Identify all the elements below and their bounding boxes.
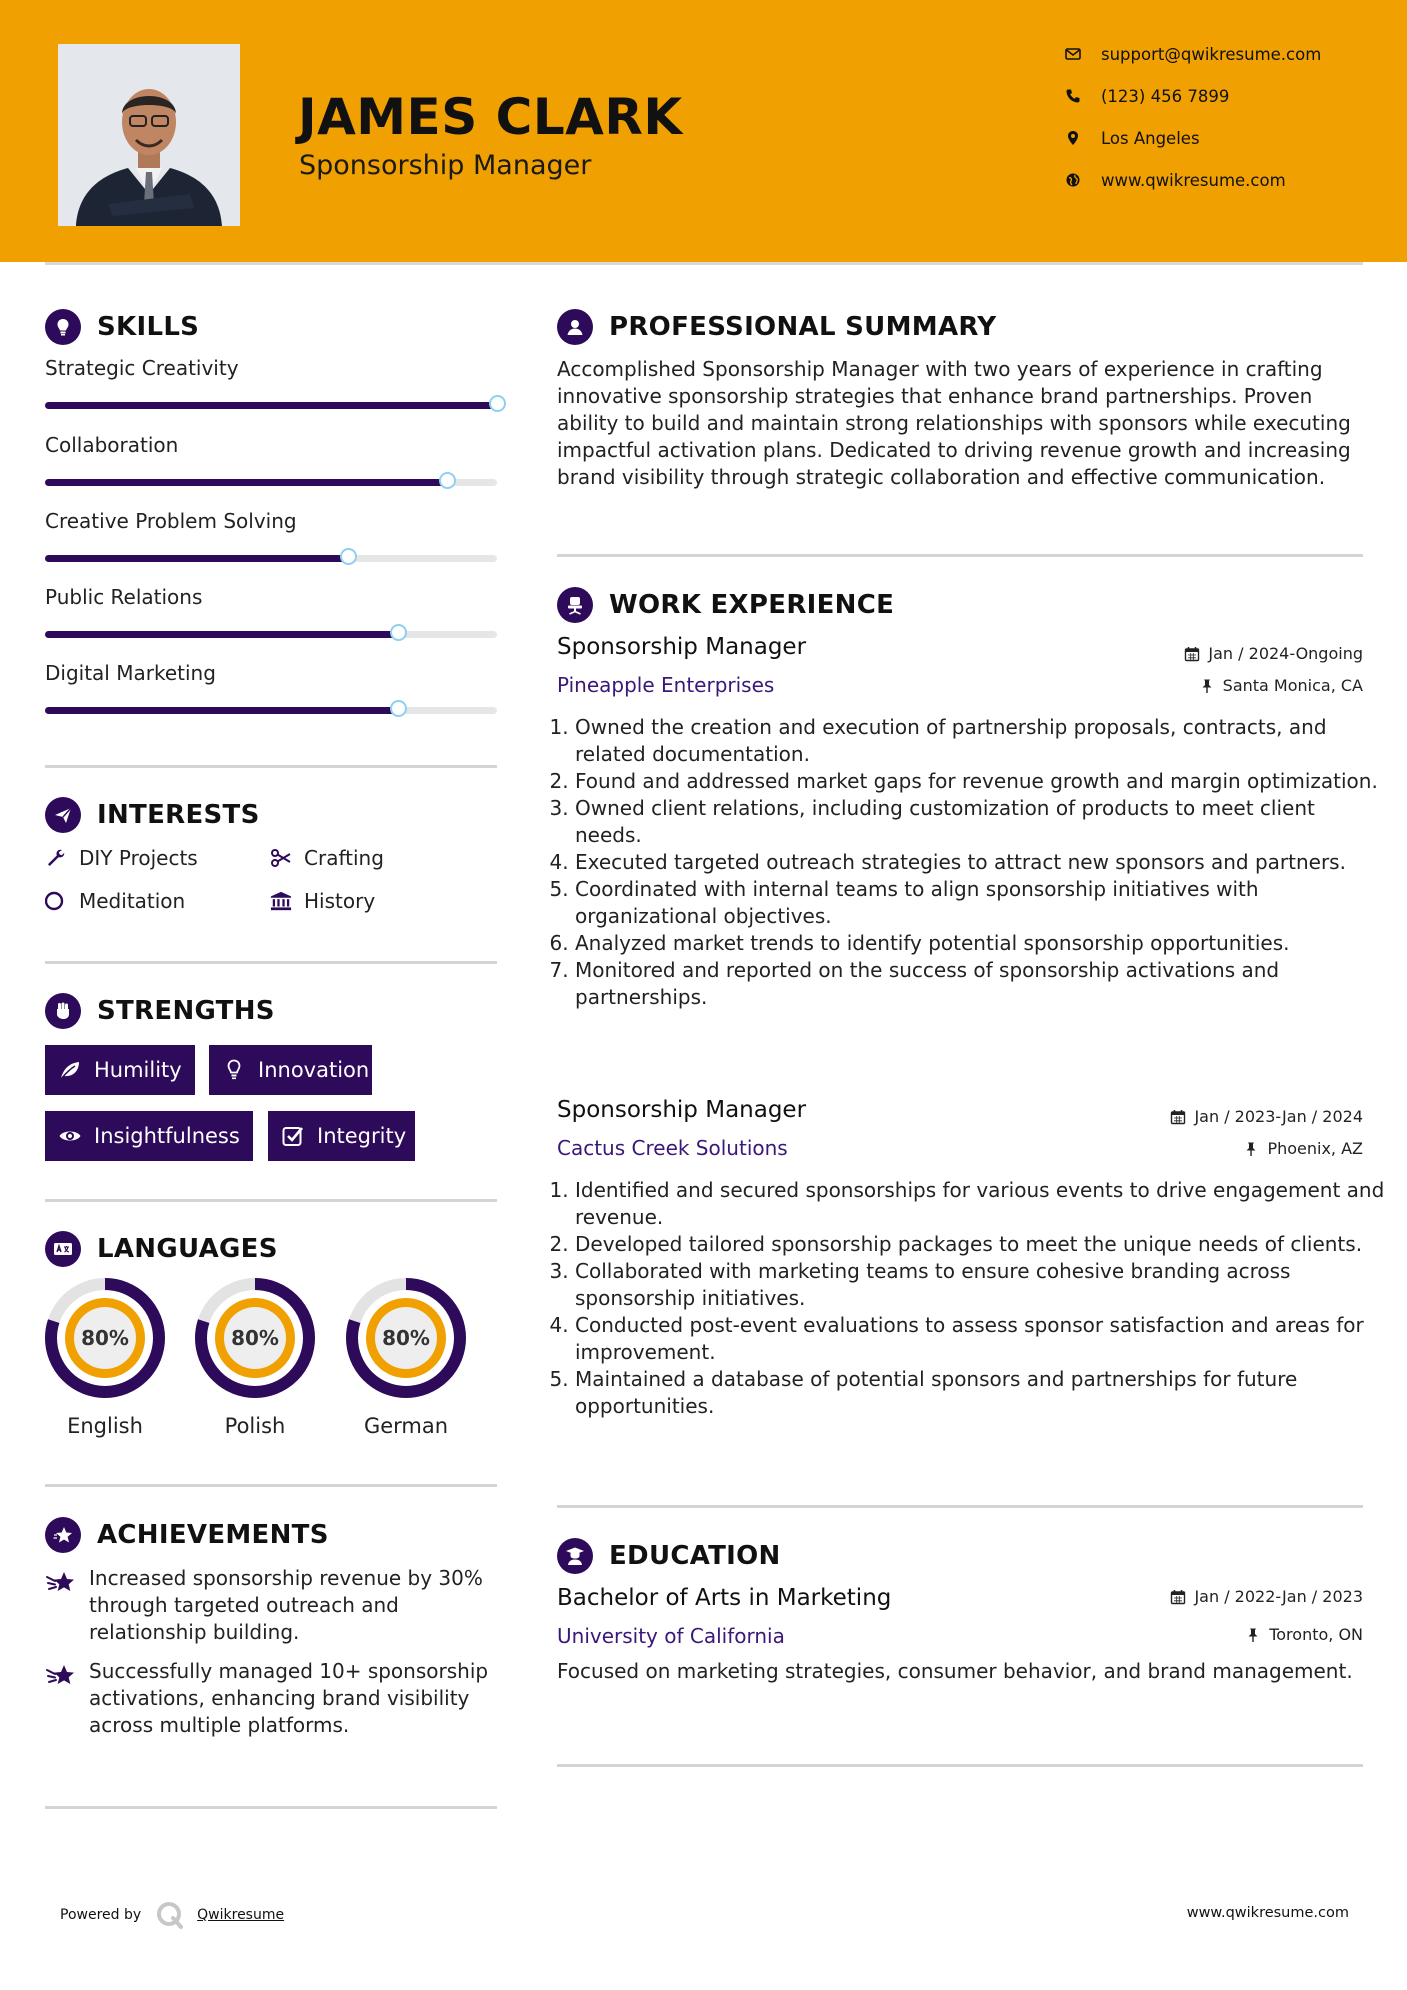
skill-bar xyxy=(45,479,497,486)
education-description: Focused on marketing strategies, consumer behavior, and brand management. xyxy=(557,1659,1353,1683)
circle-icon xyxy=(45,890,67,912)
summary-heading: PROFESSIONAL SUMMARY xyxy=(557,309,996,345)
skill-label: Collaboration xyxy=(45,433,179,457)
skill-bar xyxy=(45,707,497,714)
achievements-heading: ACHIEVEMENTS xyxy=(45,1517,329,1553)
interest-item: DIY Projects xyxy=(45,846,198,870)
experience-heading: WORK EXPERIENCE xyxy=(557,587,894,623)
contact-email[interactable]: support@qwikresume.com xyxy=(1065,39,1321,69)
language-percent: 80% xyxy=(81,1326,129,1350)
interest-item: History xyxy=(270,889,375,913)
duty-item: 5. Maintained a database of potential sponsors and partnerships for future opportunities. xyxy=(575,1366,1385,1420)
calendar-icon xyxy=(1170,1109,1186,1125)
interest-item: Crafting xyxy=(270,846,384,870)
lightbulb-icon xyxy=(45,309,81,345)
graduate-icon xyxy=(557,1538,593,1574)
section-divider xyxy=(45,765,497,768)
language-name: Polish xyxy=(224,1414,286,1438)
education-heading: EDUCATION xyxy=(557,1538,781,1574)
skill-bar-fill xyxy=(45,707,398,714)
skill-bar-fill xyxy=(45,555,348,562)
contact-location: Los Angeles xyxy=(1065,123,1200,153)
eye-icon xyxy=(58,1124,82,1148)
footer-website-link[interactable]: www.qwikresume.com xyxy=(1186,1905,1349,1921)
language-percent: 80% xyxy=(231,1326,279,1350)
summary-text: Accomplished Sponsorship Manager with two years of experience in crafting innovative sponsorship strategies that enhance brand partnerships. Proven ability to build and maintain strong relationships with sponsors while executing impactful activation plans. Dedicated to driving revenue growth and increasing brand visibility through strategic collaboration and effective communication. xyxy=(557,357,1351,489)
phone-icon xyxy=(1065,88,1081,104)
raised-fist-icon xyxy=(45,993,81,1029)
pushpin-icon xyxy=(1245,1627,1261,1643)
duty-item: 7. Monitored and reported on the success of sponsorship activations and partnerships. xyxy=(575,957,1385,1011)
skill-bar xyxy=(45,555,497,562)
shooting-star-icon xyxy=(45,1567,77,1599)
contact-phone[interactable]: (123) 456 7899 xyxy=(1065,81,1229,111)
building-columns-icon xyxy=(270,890,292,912)
duty-item: 4. Executed targeted outreach strategies to attract new sponsors and partners. xyxy=(575,849,1385,876)
job-duties xyxy=(557,714,1385,1011)
company-name: Cactus Creek Solutions xyxy=(557,1136,788,1160)
star-icon xyxy=(45,1517,81,1553)
duty-item: 1. Identified and secured sponsorships for various events to drive engagement and revenue. xyxy=(575,1177,1385,1231)
degree-title: Bachelor of Arts in Marketing xyxy=(557,1585,892,1611)
qwikresume-logo-icon xyxy=(155,1900,185,1930)
duty-item: 1. Owned the creation and execution of partnership proposals, contracts, and related documentation. xyxy=(575,714,1385,768)
duty-item: 3. Collaborated with marketing teams to ensure cohesive branding across sponsorship initiatives. xyxy=(575,1258,1385,1312)
language-ring xyxy=(44,1277,166,1399)
strengths-heading: STRENGTHS xyxy=(45,993,275,1029)
skills-heading: SKILLS xyxy=(45,309,199,345)
skill-bar-knob xyxy=(340,548,357,565)
calendar-icon xyxy=(1184,646,1200,662)
language-percent: 80% xyxy=(382,1326,430,1350)
job-location: Santa Monica, CA xyxy=(1199,676,1363,695)
duty-item: 6. Analyzed market trends to identify potential sponsorship opportunities. xyxy=(575,930,1385,957)
user-icon xyxy=(557,309,593,345)
resume-header xyxy=(0,0,1407,262)
header-divider xyxy=(45,262,1363,265)
lightbulb-icon xyxy=(222,1058,246,1082)
section-divider xyxy=(45,1806,497,1809)
interest-item: Meditation xyxy=(45,889,185,913)
candidate-name: JAMES CLARK xyxy=(298,88,683,146)
interests-heading: INTERESTS xyxy=(45,797,260,833)
section-divider xyxy=(45,1484,497,1487)
check-square-icon xyxy=(281,1124,305,1148)
achievement-item: Increased sponsorship revenue by 30% through targeted outreach and relationship building. xyxy=(45,1565,500,1646)
globe-icon xyxy=(1065,172,1081,188)
job-title: Sponsorship Manager xyxy=(557,1097,807,1123)
section-divider xyxy=(45,961,497,964)
school-name: University of California xyxy=(557,1624,785,1648)
company-name: Pineapple Enterprises xyxy=(557,673,775,697)
section-divider xyxy=(557,1505,1363,1508)
candidate-title: Sponsorship Manager xyxy=(299,150,592,181)
duty-item: 3. Owned client relations, including customization of products to meet client needs. xyxy=(575,795,1385,849)
wrench-icon xyxy=(45,847,67,869)
skill-label: Strategic Creativity xyxy=(45,356,239,380)
profile-photo xyxy=(58,44,240,226)
job-location: Phoenix, AZ xyxy=(1243,1139,1363,1158)
achievement-item: Successfully managed 10+ sponsorship activations, enhancing brand visibility across multiple platforms. xyxy=(45,1658,500,1739)
strength-badge: Insightfulness xyxy=(45,1111,253,1161)
duty-item: 4. Conducted post-event evaluations to assess sponsor satisfaction and areas for improvement. xyxy=(575,1312,1385,1366)
skill-label: Public Relations xyxy=(45,585,203,609)
envelope-icon xyxy=(1065,46,1081,62)
office-chair-icon xyxy=(557,587,593,623)
skill-bar-knob xyxy=(390,700,407,717)
pushpin-icon xyxy=(1199,678,1215,694)
duty-item: 2. Developed tailored sponsorship packages to meet the unique needs of clients. xyxy=(575,1231,1385,1258)
skill-bar-fill xyxy=(45,402,497,409)
duty-item: 2. Found and addressed market gaps for revenue growth and margin optimization. xyxy=(575,768,1385,795)
skill-bar xyxy=(45,631,497,638)
section-divider xyxy=(557,1764,1363,1767)
contact-website[interactable]: www.qwikresume.com xyxy=(1065,165,1286,195)
skill-bar-fill xyxy=(45,631,398,638)
language-ring xyxy=(345,1277,467,1399)
shooting-star-icon xyxy=(45,1660,77,1692)
job-date: Jan / 2024-Ongoing xyxy=(1184,644,1363,663)
language-icon xyxy=(45,1231,81,1267)
skill-bar-fill xyxy=(45,479,447,486)
skill-bar-knob xyxy=(489,395,506,412)
job-date: Jan / 2023-Jan / 2024 xyxy=(1170,1107,1363,1126)
scissors-icon xyxy=(270,847,292,869)
duty-item: 5. Coordinated with internal teams to align sponsorship initiatives with organizational objectives. xyxy=(575,876,1385,930)
languages-heading: LANGUAGES xyxy=(45,1231,278,1267)
education-location: Toronto, ON xyxy=(1245,1625,1363,1644)
skill-label: Digital Marketing xyxy=(45,661,216,685)
skill-label: Creative Problem Solving xyxy=(45,509,297,533)
calendar-icon xyxy=(1170,1589,1186,1605)
section-divider xyxy=(45,1199,497,1202)
leaf-icon xyxy=(58,1058,82,1082)
strength-badge: Integrity xyxy=(268,1111,415,1161)
strength-badge: Humility xyxy=(45,1045,195,1095)
language-name: English xyxy=(67,1414,143,1438)
skill-bar-knob xyxy=(390,624,407,641)
language-name: German xyxy=(363,1414,449,1438)
skill-bar xyxy=(45,402,497,409)
footer-powered-by: Powered by Qwikresume xyxy=(60,1900,284,1930)
job-title: Sponsorship Manager xyxy=(557,634,807,660)
paper-plane-icon xyxy=(45,797,81,833)
map-pin-icon xyxy=(1065,130,1081,146)
strength-badge: Innovation xyxy=(209,1045,372,1095)
qwikresume-link[interactable]: Qwikresume xyxy=(197,1907,285,1923)
job-duties xyxy=(557,1177,1385,1420)
section-divider xyxy=(557,554,1363,557)
education-date: Jan / 2022-Jan / 2023 xyxy=(1170,1587,1363,1606)
skill-bar-knob xyxy=(439,472,456,489)
pushpin-icon xyxy=(1243,1141,1259,1157)
language-ring xyxy=(194,1277,316,1399)
